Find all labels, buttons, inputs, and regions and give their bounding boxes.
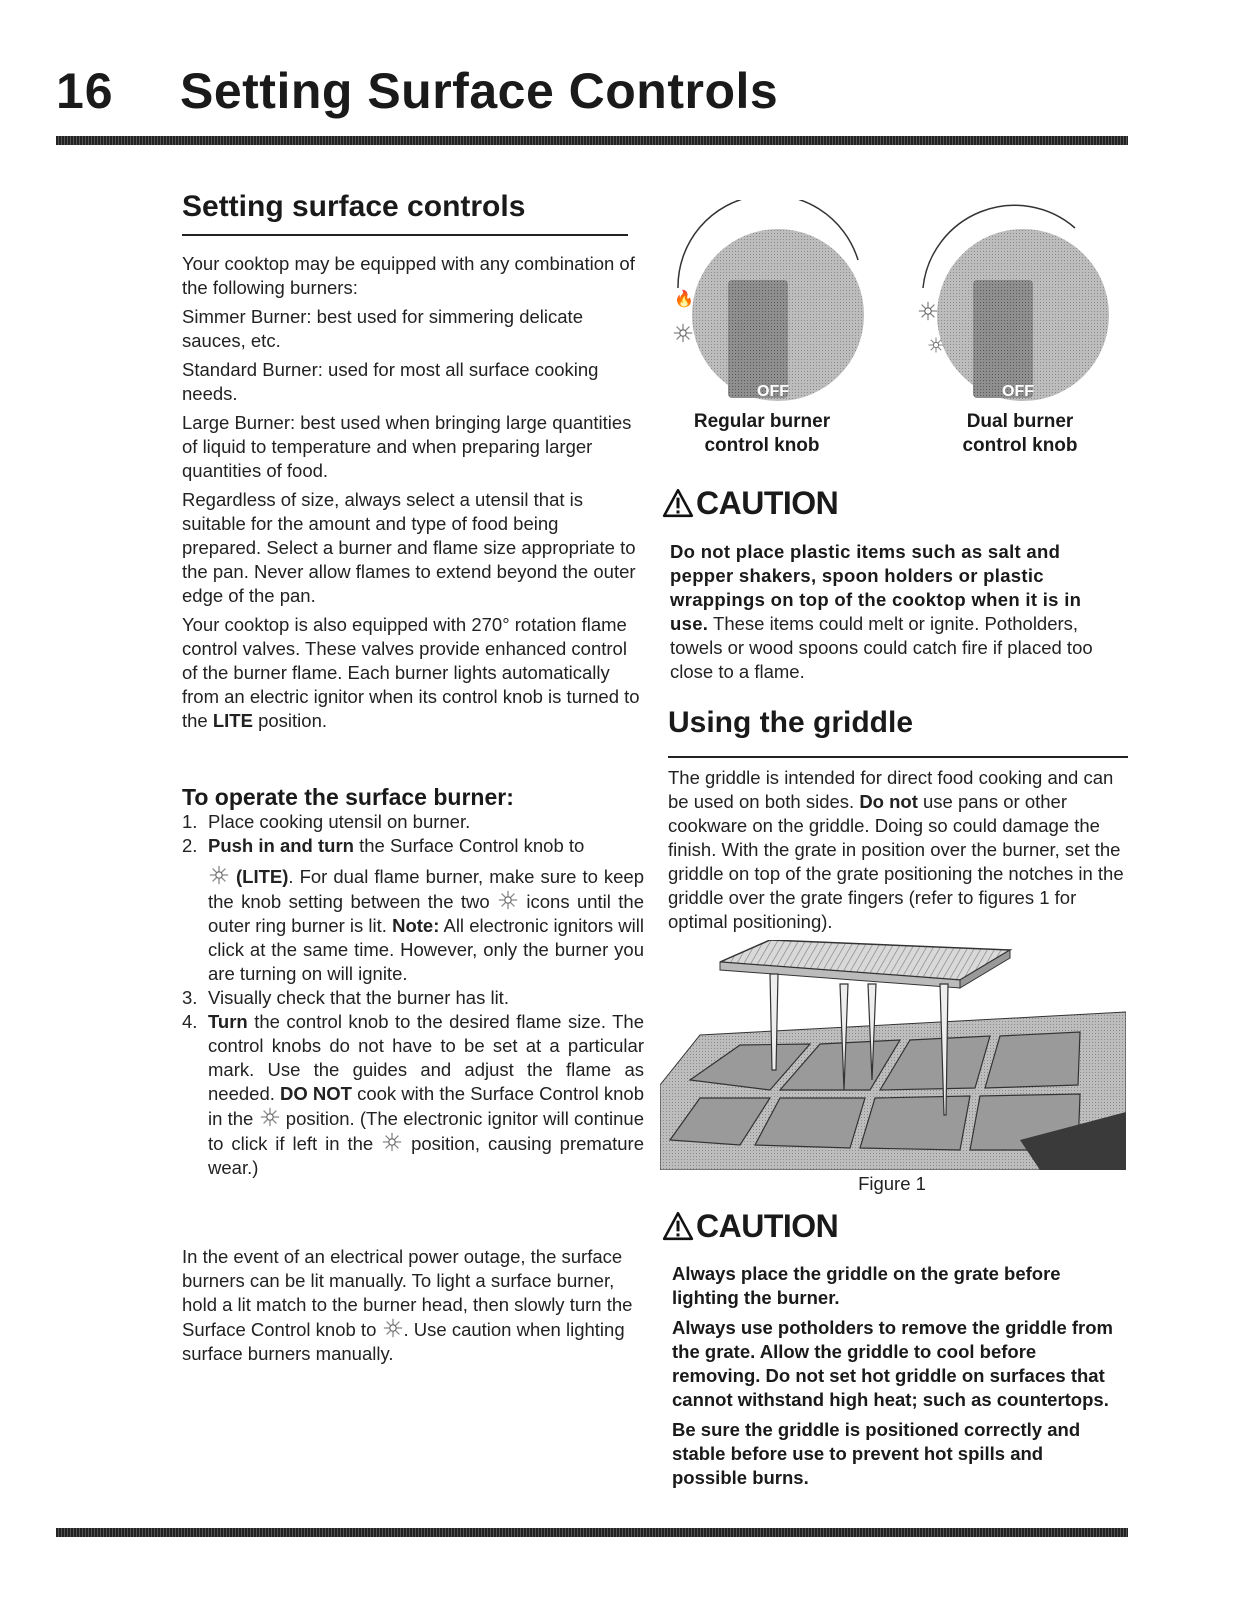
- step-bold: Push in and turn: [208, 835, 354, 856]
- regular-burner-caption: [672, 410, 852, 458]
- step-text: All electronic ignitors will click at the same time. However, only the burner you are turning on will ignite.: [208, 915, 644, 984]
- caution-label: CAUTION: [696, 485, 839, 521]
- step-text: cook with the Surface Control knob in the: [208, 1083, 645, 1129]
- figure-caption: Figure 1: [858, 1173, 926, 1194]
- valves-text: Your cooktop is also equipped with 270° rotation flame control valves. These valves provide enhanced control of the burner flame. Each burner lights automatically from an electric ignitor when its control knob is turned to the: [182, 614, 640, 731]
- lite-spark-icon: [382, 1317, 404, 1339]
- griddle-text-end: use pans or other cookware on the griddle. Doing so could damage the finish. With the grate in position over the burner, set the griddle on top of the grate positioning the notches in the griddle over the grate fingers (refer to figures 1 for optimal positioning).: [668, 791, 1124, 932]
- caption-text: Regular burner control knob: [693, 411, 831, 456]
- lite-spark-icon: [674, 324, 692, 342]
- griddle-figure-illustration: [660, 940, 1126, 1170]
- step-3: 3. Visually check that the burner has lit.: [182, 987, 509, 1008]
- caution-plain-text: These items could melt or ignite. Potholders, towels or wood spoons could catch fire if placed too close to a flame.: [670, 613, 1093, 682]
- warning-triangle-icon: [662, 1211, 694, 1241]
- griddle-paragraph: [668, 766, 1128, 934]
- step-4: 4. Turn the control knob to the desired flame size. The control knobs do not have to be set at a particular mark. Use the guides and adjust the flame as needed. DO NOT cook with the Surface Control knob in the position. (The electronic ignitor will continue to click if left in the position, causing premature wear.): [182, 1011, 645, 1178]
- outage-text-end: . Use caution when lighting surface burners manually.: [182, 1319, 625, 1364]
- step-text: position. (The electronic ignitor will continue to click if left in the: [208, 1108, 645, 1154]
- page-title: Setting Surface Controls: [180, 63, 779, 119]
- step-text: Place cooking utensil on burner.: [208, 811, 471, 832]
- lite-spark-icon: [259, 1106, 281, 1128]
- caution-paragraph: Always use potholders to remove the griddle from the grate. Allow the griddle to cool before removing. Do not set hot griddle on surfaces that cannot withstand high heat; such as countertops.: [672, 1317, 1114, 1410]
- lite-spark-icon: [497, 889, 519, 911]
- caution-paragraph: Be sure the griddle is positioned correctly and stable before use to prevent hot spills and possible burns.: [672, 1419, 1081, 1488]
- caption-text: Dual burner control knob: [962, 411, 1078, 456]
- paragraph: Standard Burner: used for most all surface cooking needs.: [182, 359, 599, 404]
- section-rule: [668, 756, 1128, 758]
- caution-label: CAUTION: [696, 1208, 839, 1244]
- lite-spark-icon: [929, 338, 944, 353]
- caution-paragraph: Always place the griddle on the grate before lighting the burner.: [672, 1263, 1061, 1308]
- footer-rule: [56, 1528, 1128, 1537]
- section-rule: [182, 234, 628, 236]
- outage-text: In the event of an electrical power outage, the surface burners can be lit manually. To light a surface burner, hold a lit match to the burner head, then slowly turn the Surface Control knob to: [182, 1246, 633, 1340]
- step-text: Visually check that the burner has lit.: [208, 987, 509, 1008]
- page-number: 16: [56, 63, 114, 119]
- section-title-setting-controls: Setting surface controls: [182, 190, 526, 223]
- header-rule: [56, 136, 1128, 145]
- caution-bold-text: Do not place plastic items such as salt and pepper shakers, spoon holders or plastic wrappings on top of the cooktop when it is in use.: [670, 541, 1082, 634]
- do-not-label: DO NOT: [280, 1083, 352, 1104]
- regular-burner-knob-illustration: [660, 200, 880, 410]
- caution-text: [672, 1262, 1122, 1496]
- operate-steps: [182, 810, 644, 1180]
- step-1: 1. Place cooking utensil on burner.: [182, 811, 471, 832]
- dual-burner-caption: [940, 410, 1100, 458]
- step-text: the control knob to the desired flame size. The control knobs do not have to be set at a particular mark. Use the guides and adjust the flame as needed.: [208, 1011, 644, 1104]
- caution-heading: [662, 485, 838, 522]
- griddle-text: The griddle is intended for direct food cooking and can be used on both sides.: [668, 767, 1114, 812]
- valves-text-end: position.: [252, 710, 327, 731]
- paragraph-valves: [182, 613, 642, 733]
- lite-keyword: LITE: [212, 710, 253, 731]
- dual-burner-knob-illustration: [905, 200, 1125, 410]
- paragraph: Large Burner: best used when bringing large quantities of liquid to temperature and when preparing larger quantities of food.: [182, 412, 632, 481]
- step-text: the Surface Control knob to: [353, 835, 585, 856]
- do-not-label: Do not: [859, 791, 918, 812]
- paragraph: Simmer Burner: best used for simmering delicate sauces, etc.: [182, 306, 583, 351]
- section-title-griddle: Using the griddle: [668, 706, 914, 739]
- paragraph: Regardless of size, always select a utensil that is suitable for the amount and type of food being prepared. Select a burner and flame size appropriate to the pan. Never allow flames to extend beyond the outer edge of the pan.: [182, 489, 636, 606]
- step-text: icons until the outer ring burner is lit.: [208, 891, 644, 936]
- section1-body: [182, 252, 642, 738]
- step-text: position, causing premature wear.): [208, 1133, 644, 1178]
- warning-triangle-icon: [662, 488, 694, 518]
- operate-title: To operate the surface burner:: [182, 784, 514, 810]
- lite-spark-icon: [381, 1131, 403, 1153]
- step-bold: Turn: [208, 1011, 248, 1032]
- lite-spark-icon: [208, 864, 230, 886]
- caution-text: [670, 540, 1122, 684]
- step-text: . For dual flame burner, make sure to keep the knob setting between the two: [208, 866, 644, 912]
- note-label: Note:: [392, 915, 440, 936]
- off-label: OFF: [757, 383, 789, 400]
- paragraph: Your cooktop may be equipped with any combination of the following burners:: [182, 253, 635, 298]
- power-outage-paragraph: [182, 1245, 644, 1366]
- off-label: OFF: [1002, 383, 1034, 400]
- flame-small-icon: 🔥: [674, 289, 694, 308]
- lite-spark-icon: [919, 302, 937, 320]
- caution-heading: [662, 1208, 838, 1245]
- lite-label: (LITE): [236, 866, 289, 887]
- step-2: 2. Push in and turn the Surface Control knob to (LITE). For dual flame burner, make sure to keep the knob setting between the two icons until the outer ring burner is lit. Note: All electronic ignitors will click at the same time. However, only the burner you are turning on will ignite.: [182, 835, 644, 984]
